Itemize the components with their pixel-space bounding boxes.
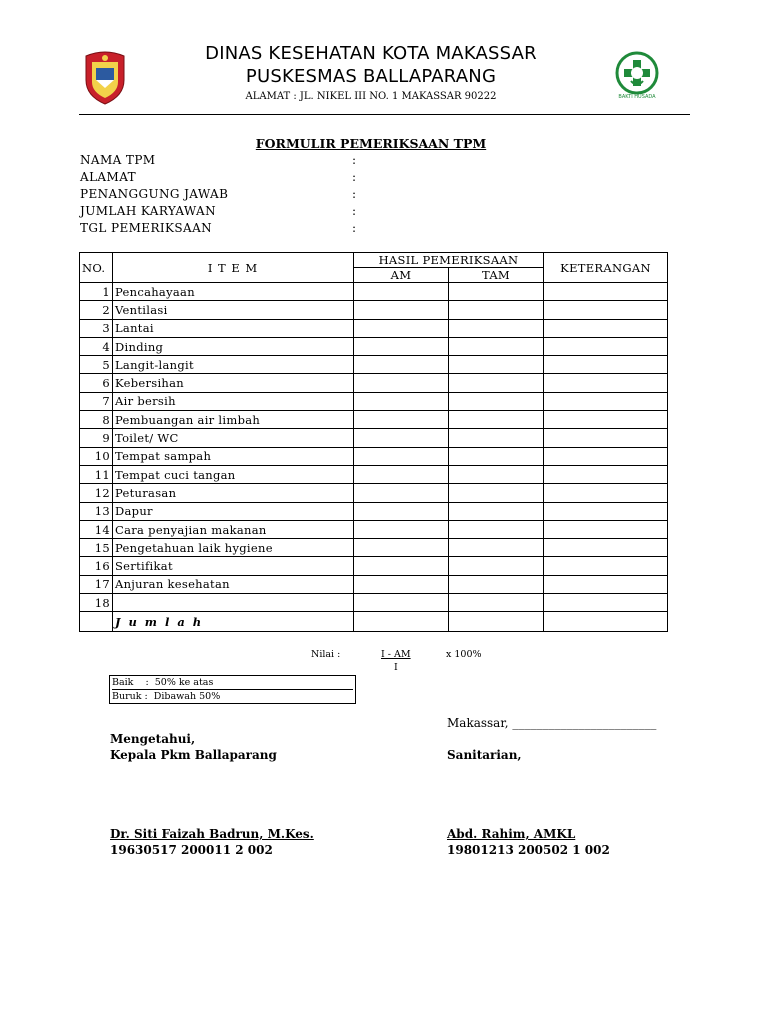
am-cell[interactable]: [354, 411, 449, 429]
row-no: 10: [80, 447, 113, 465]
keterangan-cell[interactable]: [544, 465, 668, 483]
keterangan-cell[interactable]: [544, 283, 668, 301]
header-agency: DINAS KESEHATAN KOTA MAKASSAR: [205, 43, 537, 64]
table-row: [80, 502, 668, 520]
keterangan-cell[interactable]: [544, 484, 668, 502]
row-no: 2: [80, 301, 113, 319]
keterangan-cell[interactable]: [544, 429, 668, 447]
row-item: Dapur: [113, 502, 354, 520]
inspection-table: [79, 252, 668, 632]
keterangan-cell[interactable]: [544, 539, 668, 557]
total-no-cell: [80, 612, 113, 632]
am-cell[interactable]: [354, 356, 449, 374]
row-item: Peturasan: [113, 484, 354, 502]
keterangan-cell[interactable]: [544, 447, 668, 465]
row-item: Tempat cuci tangan: [113, 465, 354, 483]
tam-cell[interactable]: [449, 502, 544, 520]
keterangan-cell[interactable]: [544, 319, 668, 337]
table-row: [80, 539, 668, 557]
table-row: [80, 557, 668, 575]
keterangan-cell[interactable]: [544, 374, 668, 392]
row-item: Langit-langit: [113, 356, 354, 374]
table-row: [80, 356, 668, 374]
formula-numerator: I - AM: [381, 649, 411, 660]
row-no: 18: [80, 594, 113, 612]
table-row: [80, 337, 668, 355]
tam-cell[interactable]: [449, 520, 544, 538]
field-sep: :: [352, 170, 357, 184]
right-signature-title: Sanitarian,: [447, 748, 522, 762]
table-row: [80, 484, 668, 502]
table-total-row: [80, 612, 668, 632]
table-row: [80, 392, 668, 410]
keterangan-cell[interactable]: [544, 392, 668, 410]
keterangan-cell[interactable]: [544, 301, 668, 319]
am-cell[interactable]: [354, 484, 449, 502]
left-signer-name: Dr. Siti Faizah Badrun, M.Kes.: [110, 827, 314, 841]
tam-cell[interactable]: [449, 575, 544, 593]
col-am-header: AM: [354, 268, 449, 283]
tam-cell[interactable]: [449, 429, 544, 447]
row-no: 4: [80, 337, 113, 355]
row-item: Pembuangan air limbah: [113, 411, 354, 429]
row-no: 7: [80, 392, 113, 410]
legend-buruk: Buruk : Dibawah 50%: [112, 689, 353, 703]
am-cell[interactable]: [354, 283, 449, 301]
right-signer-nip: 19801213 200502 1 002: [447, 843, 610, 857]
total-am-cell[interactable]: [354, 612, 449, 632]
col-hasil-header: HASIL PEMERIKSAAN: [354, 253, 544, 268]
am-cell[interactable]: [354, 301, 449, 319]
am-cell[interactable]: [354, 539, 449, 557]
left-signature-title1: Mengetahui,: [110, 732, 196, 746]
row-item: Cara penyajian makanan: [113, 520, 354, 538]
field-nama-tpm: [80, 153, 156, 167]
table-row: [80, 575, 668, 593]
table-row: [80, 374, 668, 392]
am-cell[interactable]: [354, 319, 449, 337]
field-label: PENANGGUNG JAWAB: [80, 187, 229, 201]
tam-cell[interactable]: [449, 411, 544, 429]
table-row: [80, 520, 668, 538]
am-cell[interactable]: [354, 447, 449, 465]
field-label: TGL PEMERIKSAAN: [80, 221, 213, 235]
formula-label: Nilai :: [311, 649, 341, 660]
tam-cell[interactable]: [449, 319, 544, 337]
am-cell[interactable]: [354, 429, 449, 447]
form-title: FORMULIR PEMERIKSAAN TPM: [255, 136, 487, 151]
total-tam-cell[interactable]: [449, 612, 544, 632]
field-sep: :: [352, 221, 357, 235]
left-signer-nip: 19630517 200011 2 002: [110, 843, 273, 857]
bakti-husada-text: BAKTI HUSADA: [618, 94, 656, 100]
table-row: [80, 429, 668, 447]
am-cell[interactable]: [354, 465, 449, 483]
tam-cell[interactable]: [449, 356, 544, 374]
am-cell[interactable]: [354, 502, 449, 520]
tam-cell[interactable]: [449, 539, 544, 557]
header-divider: [79, 114, 690, 115]
row-item: [113, 594, 354, 612]
tam-cell[interactable]: [449, 484, 544, 502]
row-no: 9: [80, 429, 113, 447]
field-sep: :: [352, 204, 357, 218]
am-cell[interactable]: [354, 575, 449, 593]
score-legend: [109, 675, 356, 704]
table-row: [80, 283, 668, 301]
am-cell[interactable]: [354, 374, 449, 392]
tam-cell[interactable]: [449, 301, 544, 319]
row-no: 15: [80, 539, 113, 557]
row-no: 8: [80, 411, 113, 429]
total-label: J u m l a h: [113, 612, 354, 632]
left-signature-title2: Kepala Pkm Ballaparang: [110, 748, 277, 762]
am-cell[interactable]: [354, 520, 449, 538]
tam-cell[interactable]: [449, 374, 544, 392]
col-keterangan-header: KETERANGAN: [544, 253, 668, 283]
tam-cell[interactable]: [449, 557, 544, 575]
tam-cell[interactable]: [449, 392, 544, 410]
field-label: NAMA TPM: [80, 153, 156, 167]
keterangan-cell[interactable]: [544, 337, 668, 355]
tam-cell[interactable]: [449, 447, 544, 465]
keterangan-cell[interactable]: [544, 557, 668, 575]
row-item: Lantai: [113, 319, 354, 337]
tam-cell[interactable]: [449, 465, 544, 483]
field-sep: :: [352, 153, 357, 167]
am-cell[interactable]: [354, 337, 449, 355]
col-no-header: NO.: [80, 253, 113, 283]
row-no: 3: [80, 319, 113, 337]
keterangan-cell[interactable]: [544, 502, 668, 520]
field-label: ALAMAT: [80, 170, 137, 184]
table-row: [80, 465, 668, 483]
field-sep: :: [352, 187, 357, 201]
row-item: Tempat sampah: [113, 447, 354, 465]
field-alamat: [80, 170, 136, 184]
row-item: Toilet/ WC: [113, 429, 354, 447]
tam-cell[interactable]: [449, 283, 544, 301]
signature-place: Makassar, ________________________: [447, 716, 657, 730]
row-item: Air bersih: [113, 392, 354, 410]
keterangan-cell[interactable]: [544, 520, 668, 538]
am-cell[interactable]: [354, 392, 449, 410]
right-signer-name: Abd. Rahim, AMKL: [447, 827, 576, 841]
field-jumlah-karyawan: [80, 204, 216, 218]
formula-multiplier: x 100%: [446, 649, 482, 660]
row-no: 5: [80, 356, 113, 374]
header-address: ALAMAT : JL. NIKEL III NO. 1 MAKASSAR 90222: [245, 91, 497, 102]
header-puskesmas: PUSKESMAS BALLAPARANG: [245, 66, 497, 87]
row-item: Pengetahuan laik hygiene: [113, 539, 354, 557]
am-cell[interactable]: [354, 557, 449, 575]
total-keterangan-cell[interactable]: [544, 612, 668, 632]
field-label: JUMLAH KARYAWAN: [80, 204, 217, 218]
keterangan-cell[interactable]: [544, 575, 668, 593]
row-no: 1: [80, 283, 113, 301]
am-cell[interactable]: [354, 594, 449, 612]
row-no: 6: [80, 374, 113, 392]
field-penanggung-jawab: [80, 187, 228, 201]
row-item: Pencahayaan: [113, 283, 354, 301]
row-no: 13: [80, 502, 113, 520]
row-no: 16: [80, 557, 113, 575]
formula-denominator: I: [394, 662, 398, 673]
row-no: 12: [80, 484, 113, 502]
row-item: Anjuran kesehatan: [113, 575, 354, 593]
row-item: Dinding: [113, 337, 354, 355]
row-item: Kebersihan: [113, 374, 354, 392]
field-tgl-pemeriksaan: [80, 221, 212, 235]
col-item-header: I T E M: [113, 253, 354, 283]
keterangan-cell[interactable]: [544, 594, 668, 612]
table-row: [80, 319, 668, 337]
keterangan-cell[interactable]: [544, 356, 668, 374]
row-no: 17: [80, 575, 113, 593]
row-item: Sertifikat: [113, 557, 354, 575]
row-item: Ventilasi: [113, 301, 354, 319]
table-row: [80, 594, 668, 612]
table-row: [80, 301, 668, 319]
table-row: [80, 447, 668, 465]
legend-baik: Baik : 50% ke atas: [112, 677, 214, 688]
row-no: 11: [80, 465, 113, 483]
bakti-husada-icon: [614, 50, 660, 102]
tam-cell[interactable]: [449, 594, 544, 612]
tam-cell[interactable]: [449, 337, 544, 355]
keterangan-cell[interactable]: [544, 411, 668, 429]
col-tam-header: TAM: [449, 268, 544, 283]
table-row: [80, 411, 668, 429]
row-no: 14: [80, 520, 113, 538]
